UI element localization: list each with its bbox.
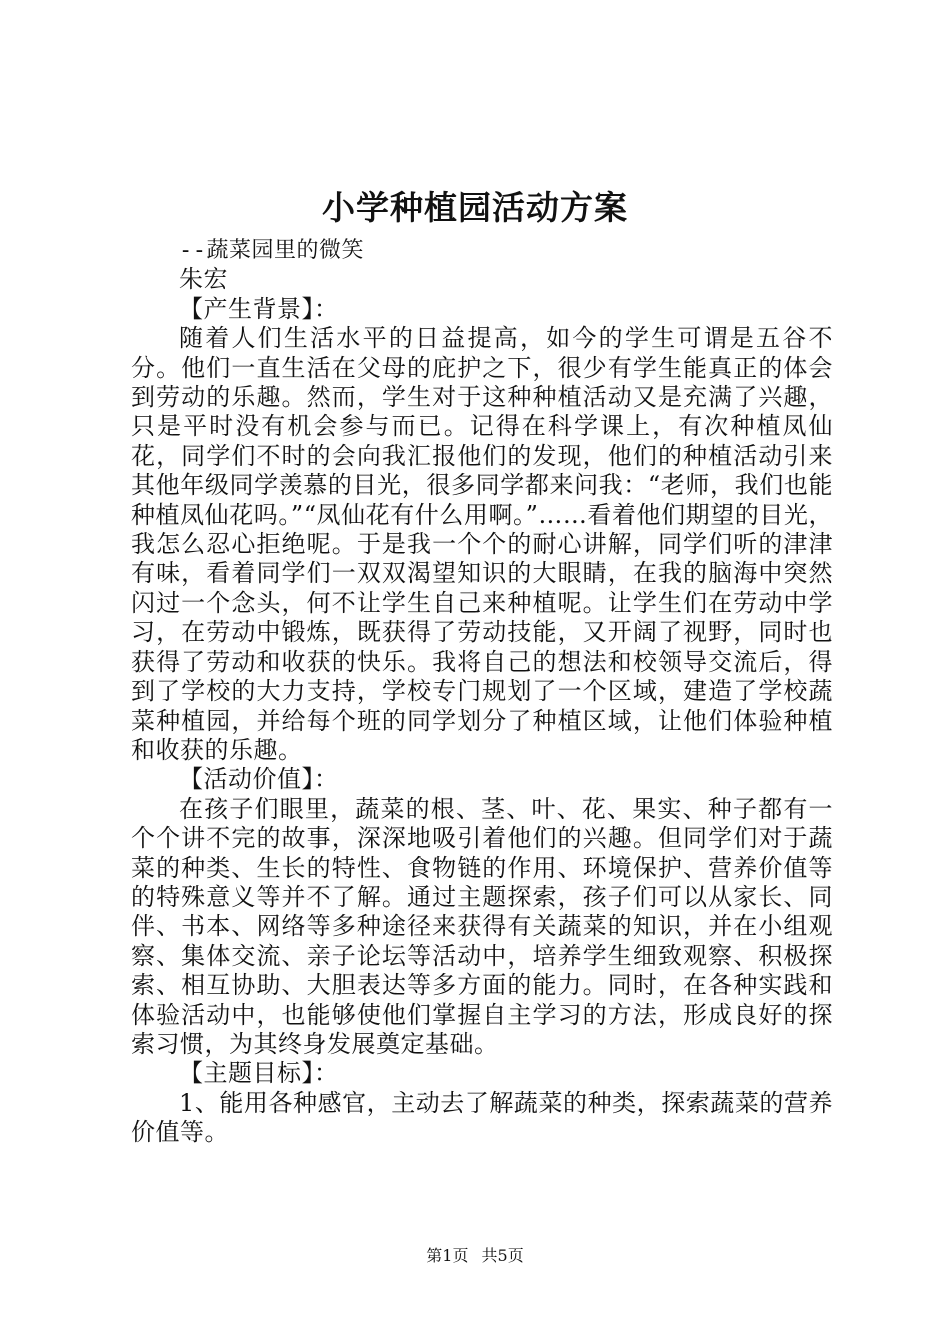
page-footer xyxy=(0,1243,950,1266)
section-heading-goals: 【主题目标】： xyxy=(179,1059,339,1088)
document-body xyxy=(131,236,833,1148)
document-title: 小学种植园活动方案 xyxy=(322,188,628,227)
section-paragraph-background: 随着人们生活水平的日益提高，如今的学生可谓是五谷不分。他们一直生活在父母的庇护之下，很少有学生能真正的体会到劳动的乐趣。然而，学生对于这种种植活动又是充满了兴趣，只是平时没有机会参与而已。记得在科学课上，有次种植凤仙花，同学们不时的会向我汇报他们的发现，他们的种植活动引来其他年级同学羡慕的目光，很多同学都来问我：“老师，我们也能种植凤仙花吗。”“凤仙花有什么用啊。”……看着他们期望的目光，我怎么忍心拒绝呢。于是我一个个的耐心讲解，同学们听的津津有味，看着同学们一双双渴望知识的大眼睛，在我的脑海中突然闪过一个念头，何不让学生自己来种植呢。让学生们在劳动中学习，在劳动中锻炼，既获得了劳动技能，又开阔了视野，同时也获得了劳动和收获的快乐。我将自己的想法和校领导交流后，得到了学校的大力支持，学校专门规划了一个区域，建造了学校蔬菜种植园，并给每个班的同学划分了种植区域，让他们体验种植和收获的乐趣。 xyxy=(131,324,833,764)
document-subtitle: --蔬菜园里的微笑 xyxy=(179,238,364,263)
page-total: 共5页 xyxy=(481,1246,524,1265)
section-paragraph-value: 在孩子们眼里，蔬菜的根、茎、叶、花、果实、种子都有一个个讲不完的故事，深深地吸引着他们的兴趣。但同学们对于蔬菜的种类、生长的特性、食物链的作用、环境保护、营养价值等的特殊意义等并不了解。通过主题探索，孩子们可以从家长、同伴、书本、网络等多种途径来获得有关蔬菜的知识，并在小组观察、集体交流、亲子论坛等活动中，培养学生细致观察、积极探索、相互协助、大胆表达等多方面的能力。同时，在各种实践和体验活动中，也能够使他们掌握自主学习的方法，形成良好的探索习惯，为其终身发展奠定基础。 xyxy=(131,794,833,1058)
section-paragraph-goals: 1、能用各种感官，主动去了解蔬菜的种类，探索蔬菜的营养价值等。 xyxy=(131,1088,833,1147)
section-heading-background: 【产生背景】： xyxy=(179,294,339,323)
page-number: 第1页 xyxy=(426,1246,469,1265)
section-heading-value: 【活动价值】： xyxy=(179,765,339,794)
document-author: 朱宏 xyxy=(179,265,228,294)
